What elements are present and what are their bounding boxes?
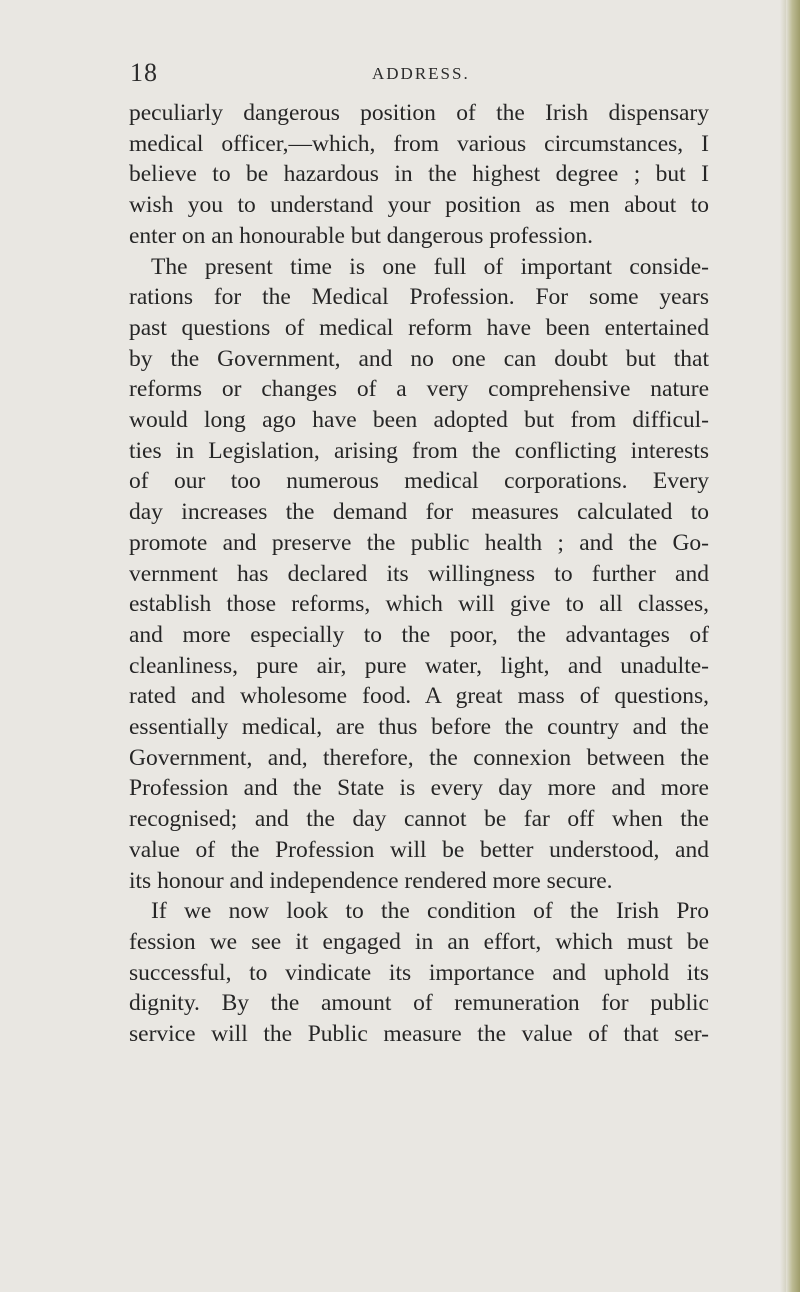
text-line: day increases the demand for measures calculated to bbox=[129, 499, 709, 526]
text-line: Government, and, therefore, the connexion between the bbox=[129, 744, 709, 771]
text-line: dignity. By the amount of remuneration for public bbox=[129, 990, 709, 1017]
text-line: would long ago have been adopted but from difficul- bbox=[129, 407, 709, 434]
text-line: Profession and the State is every day more and more bbox=[129, 775, 709, 802]
text-line: medical officer,—which, from various circumstances, I bbox=[129, 130, 709, 157]
text-line: rated and wholesome food. A great mass of questions, bbox=[129, 683, 709, 710]
text-line: believe to be hazardous in the highest degree ; but I bbox=[129, 161, 709, 188]
page-edge bbox=[786, 0, 800, 1292]
text-line: promote and preserve the public health ; and the Go- bbox=[129, 529, 709, 556]
text-line: peculiarly dangerous position of the Irish dispensary bbox=[129, 100, 709, 126]
page-number: 18 bbox=[130, 58, 158, 87]
text-line: establish those reforms, which will give to all classes, bbox=[129, 591, 709, 618]
text-line: value of the Profession will be better understood, and bbox=[129, 836, 709, 863]
text-line: cleanliness, pure air, pure water, light, and unadulte- bbox=[129, 652, 709, 679]
text-line: essentially medical, are thus before the country and the bbox=[129, 714, 709, 741]
text-line: of our too numerous medical corporations. Every bbox=[129, 468, 709, 495]
text-line: wish you to understand your position as men about to bbox=[129, 192, 709, 219]
text-line: The present time is one full of important conside- bbox=[151, 253, 709, 280]
text-line: fession we see it engaged in an effort, which must be bbox=[129, 928, 709, 955]
body-text bbox=[129, 98, 709, 1050]
text-line: vernment has declared its willingness to further and bbox=[129, 560, 709, 587]
text-line: successful, to vindicate its importance and uphold its bbox=[129, 959, 709, 986]
text-line: its honour and independence rendered more secure. bbox=[129, 867, 613, 894]
text-line: and more especially to the poor, the advantages of bbox=[129, 621, 709, 648]
page-header bbox=[0, 58, 800, 94]
text-line: enter on an honourable but dangerous profession. bbox=[129, 222, 593, 249]
text-line: reforms or changes of a very comprehensive nature bbox=[129, 376, 709, 403]
text-line: past questions of medical reform have been entertained bbox=[129, 314, 709, 341]
text-line: by the Government, and no one can doubt but that bbox=[129, 345, 709, 372]
text-line: ties in Legislation, arising from the conflicting interests bbox=[129, 437, 709, 464]
text-line: rations for the Medical Profession. For some years bbox=[129, 284, 709, 311]
text-line: recognised; and the day cannot be far off when the bbox=[129, 806, 709, 833]
text-line: If we now look to the condition of the Irish Pro bbox=[151, 898, 709, 925]
running-head: ADDRESS. bbox=[372, 64, 470, 83]
text-line: service will the Public measure the value of that ser- bbox=[129, 1021, 709, 1048]
